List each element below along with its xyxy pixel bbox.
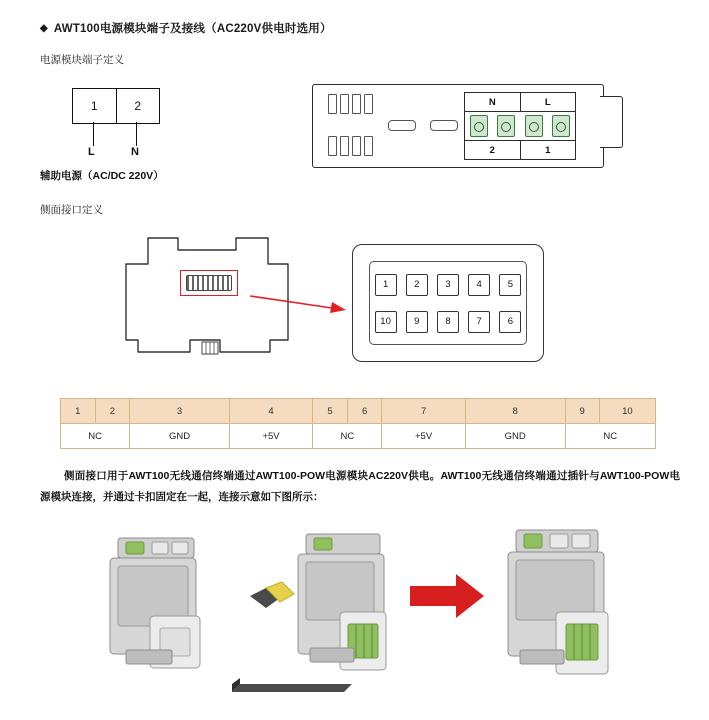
table-cell-5v-2: +5V	[382, 424, 465, 449]
terminal-lead-line-n	[136, 122, 137, 146]
pin-5: 5	[499, 274, 521, 296]
section-heading	[40, 20, 332, 36]
assembled-unit-right	[508, 530, 608, 674]
power-module-front-illustration	[312, 80, 628, 170]
terminal-cell-1: 1	[90, 99, 98, 113]
assembly-arrow-icon	[410, 574, 484, 618]
terminal-lead-label-n: N	[131, 146, 139, 158]
assembly-svg	[60, 520, 660, 710]
vent-slot-icon	[364, 94, 373, 114]
terminal-number-1: 1	[520, 141, 576, 159]
screw-terminal-icon	[470, 115, 488, 137]
table-header-cell: 8	[465, 399, 565, 424]
pin-row-top	[370, 274, 526, 296]
table-header-cell: 4	[229, 399, 312, 424]
table-cell-gnd-2: GND	[465, 424, 565, 449]
wireless-terminal-left	[110, 538, 200, 668]
module-right-tab	[600, 96, 623, 148]
aux-power-label: 辅助电源（AC/DC 220V）	[40, 170, 164, 182]
vent-slot-icon	[340, 94, 349, 114]
table-cell-gnd-1: GND	[130, 424, 230, 449]
pin-row-bottom	[370, 311, 526, 333]
din-rail-piece	[232, 678, 352, 692]
vent-slot-icon	[352, 136, 361, 156]
terminal-lead-label-l: L	[88, 146, 95, 158]
side-interface-definition-label: 侧面接口定义	[40, 204, 103, 216]
terminal-number-2: 2	[489, 144, 495, 156]
pin-8: 8	[437, 311, 459, 333]
pin-3: 3	[437, 274, 459, 296]
screw-terminal-icon	[552, 115, 570, 137]
pin-7: 7	[468, 311, 490, 333]
terminal-block-top-labels	[465, 93, 575, 112]
module-slot-icon	[430, 120, 458, 131]
terminal-screw-row	[465, 111, 575, 141]
table-cell-nc-2: NC	[313, 424, 382, 449]
table-cell-nc-3: NC	[565, 424, 656, 449]
pin-9: 9	[406, 311, 428, 333]
vent-slot-icon	[328, 136, 337, 156]
callout-arrow-icon	[250, 292, 350, 316]
connector-pinout-panel	[352, 244, 544, 362]
table-header-cell: 10	[599, 399, 655, 424]
pin-2: 2	[406, 274, 428, 296]
vent-slot-icon	[328, 94, 337, 114]
clip-part	[250, 582, 294, 608]
table-header-cell: 9	[565, 399, 599, 424]
vent-slot-icon	[340, 136, 349, 156]
body-paragraph: 侧面接口用于AWT100无线通信终端通过AWT100-POW电源模块AC220V供电。AWT100无线通信终端通过插针与AWT100-POW电源模块连接，并通过卡扣固定在一起，连接示意如下图所示：	[40, 470, 680, 503]
power-terminal-definition-label: 电源模块端子定义	[40, 54, 124, 66]
pin-definition-table	[60, 398, 656, 449]
terminal-label-l: L	[520, 93, 576, 111]
table-header-cell: 3	[130, 399, 230, 424]
screw-terminal-icon	[525, 115, 543, 137]
table-header-cell: 2	[95, 399, 130, 424]
table-header-row	[61, 399, 656, 424]
pin-6: 6	[499, 311, 521, 333]
pin-4: 4	[468, 274, 490, 296]
connector-pin-grid	[369, 261, 527, 345]
table-header-cell: 1	[61, 399, 96, 424]
connector-pins-icon	[186, 275, 232, 291]
pin-1: 1	[375, 274, 397, 296]
table-cell-5v-1: +5V	[229, 424, 312, 449]
table-header-cell: 5	[313, 399, 348, 424]
table-header-cell: 7	[382, 399, 465, 424]
terminal-block-bottom-labels	[465, 140, 575, 159]
terminal-block-illustration	[464, 92, 576, 160]
table-row	[61, 424, 656, 449]
diamond-bullet-icon: ◆	[40, 23, 48, 34]
pin-10: 10	[375, 311, 397, 333]
terminal-lead-line-l	[93, 122, 94, 146]
table-header-cell: 6	[347, 399, 382, 424]
terminal-label-n: N	[488, 96, 496, 108]
module-slot-icon	[388, 120, 416, 131]
screw-terminal-icon	[497, 115, 515, 137]
terminal-cell-2: 2	[116, 89, 160, 123]
assembly-illustration	[60, 520, 660, 710]
table-cell-nc-1: NC	[61, 424, 130, 449]
vent-slot-icon	[352, 94, 361, 114]
power-module-middle	[298, 534, 386, 670]
terminal-number-box	[72, 88, 160, 124]
vent-slot-icon	[364, 136, 373, 156]
section-heading-text: AWT100电源模块端子及接线（AC220V供电时选用）	[53, 23, 332, 35]
